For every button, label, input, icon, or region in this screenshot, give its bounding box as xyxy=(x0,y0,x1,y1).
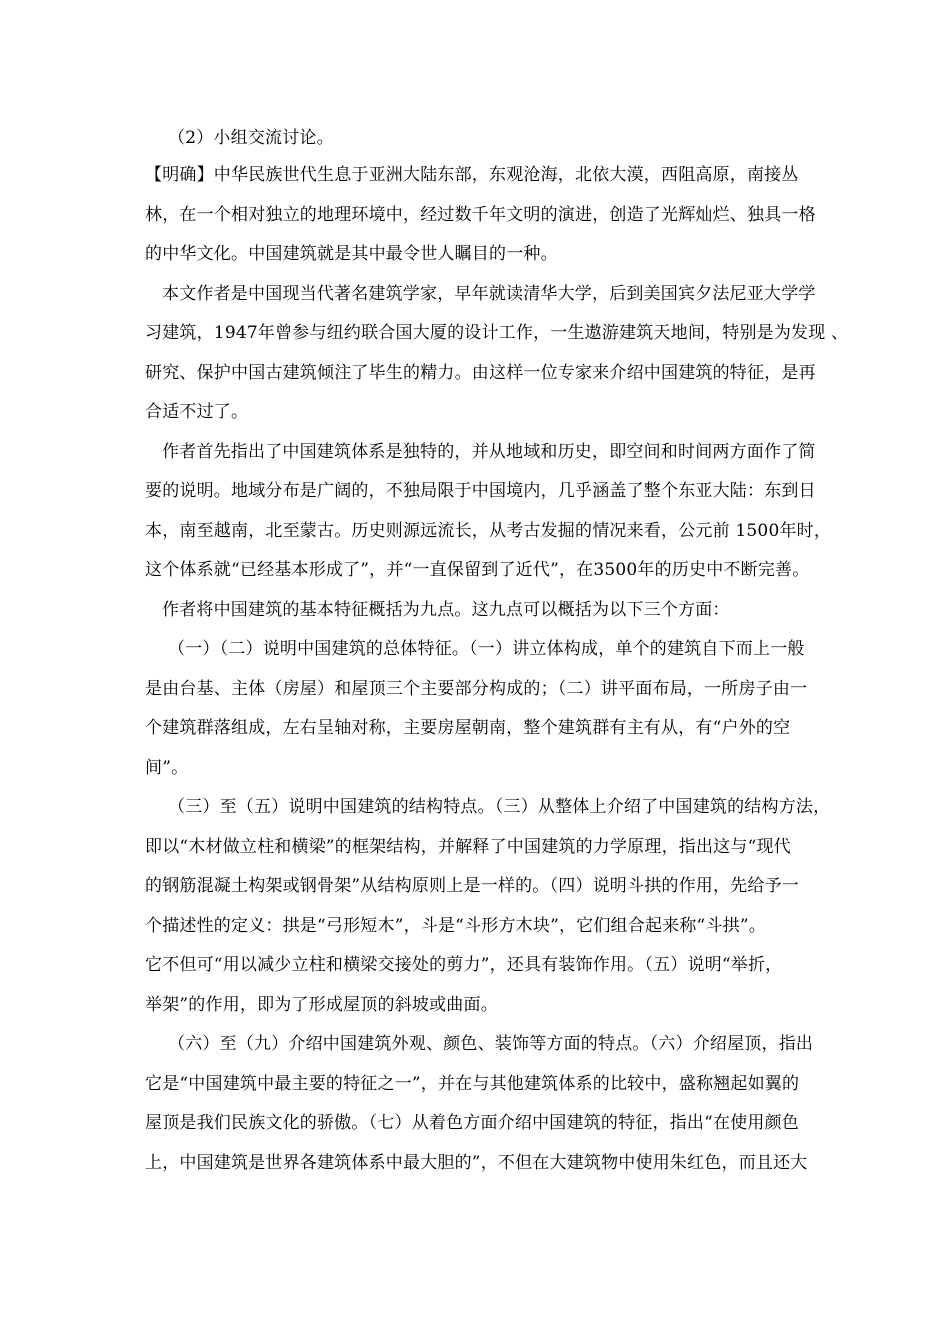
text-line: 本，南至越南，北至蒙古。历史则源远流长，从考古发掘的情况来看，公元前 1500年时， xyxy=(145,521,832,541)
text-line: 屋顶是我们民族文化的骄傲。（七）从着色方面介绍中国建筑的特征，指出“在使用颜色 xyxy=(145,1113,799,1133)
text-line: 个建筑群落组成，左右呈轴对称，主要房屋朝南，整个建筑群有主有从，有“户外的空 xyxy=(145,718,791,738)
text-line: 是由台基、主体（房屋）和屋顶三个主要部分构成的；（二）讲平面布局，一所房子由一 xyxy=(145,679,808,699)
text-line: 的钢筋混凝土构架或钢骨架”从结构原则上是一样的。（四）说明斗拱的作用，先给予一 xyxy=(145,876,799,896)
text-line: （三）至（五）说明中国建筑的结构特点。（三）从整体上介绍了中国建筑的结构方法， xyxy=(168,797,831,817)
text-line: 的中华文化。中国建筑就是其中最令世人瞩目的一种。 xyxy=(145,244,558,264)
text-line: 这个体系就“已经基本形成了”，并“一直保留到了近代”，在3500年的历史中不断完善。 xyxy=(145,560,810,580)
text-line: 上，中国建筑是世界各建筑体系中最大胆的”，不但在大建筑物中使用朱红色，而且还大 xyxy=(145,1153,808,1173)
text-line: 它是“中国建筑中最主要的特征之一”，并在与其他建筑体系的比较中，盛称翘起如翼的 xyxy=(145,1074,800,1094)
text-line: 作者首先指出了中国建筑体系是独特的，并从地域和历史，即空间和时间两方面作了简 xyxy=(162,442,816,462)
text-line: 即以“木材做立柱和横梁”的框架结构，并解释了中国建筑的力学原理，指出这与“现代 xyxy=(145,837,791,857)
text-line: 个描述性的定义：拱是“弓形短木”，斗是“斗形方木块”，它们组合起来称“斗拱”。 xyxy=(145,916,766,936)
text-line: 研究、保护中国古建筑倾注了毕生的精力。由这样一位专家来介绍中国建筑的特征，是再 xyxy=(145,363,816,383)
text-line: 合适不过了。 xyxy=(145,402,249,422)
text-line: 举架”的作用，即为了形成屋顶的斜坡或曲面。 xyxy=(145,995,498,1015)
text-line: （一）（二）说明中国建筑的总体特征。（一）讲立体构成，单个的建筑自下而上一般 xyxy=(168,639,805,659)
text-line: 作者将中国建筑的基本特征概括为九点。这九点可以概括为以下三个方面： xyxy=(162,600,730,620)
text-line: 它不但可“用以减少立柱和横梁交接处的剪力”，还具有装饰作用。（五）说明“举折， xyxy=(145,955,783,975)
text-line: 本文作者是中国现当代著名建筑学家，早年就读清华大学，后到美国宾夕法尼亚大学学 xyxy=(162,284,816,304)
text-line: 要的说明。地域分布是广阔的，不独局限于中国境内，几乎涵盖了整个东亚大陆：东到日 xyxy=(145,481,816,501)
text-line: 习建筑，1947年曾参与纽约联合国大厦的设计工作，一生遨游建筑天地间，特别是为发现 、 xyxy=(145,323,849,343)
text-line: 间”。 xyxy=(145,758,189,778)
text-line: 【明确】中华民族世代生息于亚洲大陆东部，东观沧海，北依大漠，西阻高原，南接丛 xyxy=(145,165,799,185)
text-line: （六）至（九）介绍中国建筑外观、颜色、装饰等方面的特点。（六）介绍屋顶，指出 xyxy=(168,1034,814,1054)
text-line: （2）小组交流讨论。 xyxy=(168,128,334,148)
text-line: 林，在一个相对独立的地理环境中，经过数千年文明的演进，创造了光辉灿烂、独具一格 xyxy=(145,205,816,225)
